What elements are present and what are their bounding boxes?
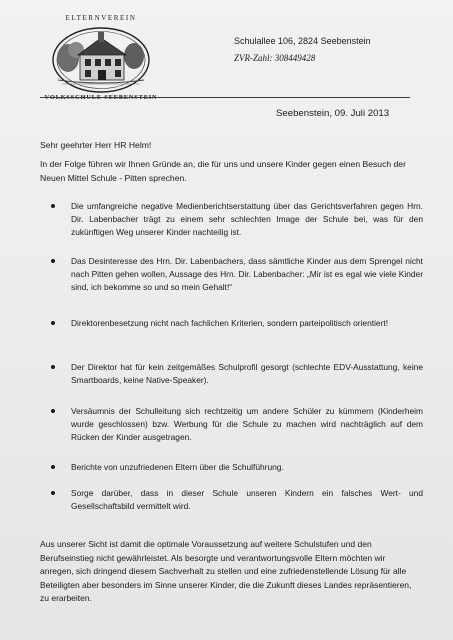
list-item (51, 255, 423, 295)
list-item (51, 317, 423, 330)
header-divider (40, 97, 410, 98)
bullet-icon (51, 321, 55, 325)
salutation: Sehr geehrter Herr HR Helm! (40, 140, 152, 150)
bullet-icon (51, 491, 55, 495)
list-item (51, 361, 423, 387)
bullet-icon (51, 465, 55, 469)
list-item (51, 200, 423, 240)
association-logo (40, 14, 162, 106)
list-item-text: Berichte von unzufriedenen Eltern über die Schulführung. (71, 462, 284, 472)
logo-top-text: ELTERNVEREIN (65, 14, 137, 22)
list-item-text: Versäumnis der Schulleitung sich rechtzeitig um andere Schüler zu kümmern (Kinderheim wurde geschlossen) bzw. Werbung für die Schule zu machen wird nachträglich auf dem Rücken der Kinder ausgetragen. (71, 406, 423, 443)
letter-date: Seebenstein, 09. Juli 2013 (276, 108, 390, 119)
list-item-text: Direktorenbesetzung nicht nach fachlichen Kriterien, sondern parteipolitisch orientiert! (71, 318, 389, 328)
intro-paragraph: In der Folge führen wir Ihnen Gründe an, die für uns und unsere Kinder gegen einen Besuch der Neuen Mittel Schule - Pitten sprechen. (40, 159, 406, 183)
bullet-icon (51, 409, 55, 413)
bullet-icon (51, 259, 55, 263)
list-item-text: Das Desinteresse des Hrn. Dir. Labenbachers, dass sämtliche Kinder aus dem Sprengel nicht nach Pitten gehen wollen, Aussage des Hrn. Dir. Labenbacher: „Mir ist es egal wie viele Kinder sind, ich bekomme so und so mein Gehalt!“ (71, 256, 423, 293)
registration-number: ZVR-Zahl: 308449428 (234, 53, 316, 63)
sender-address: Schulallee 106, 2824 Seebenstein (234, 36, 371, 46)
list-item-text: Die umfangreiche negative Medienberichtserstattung über das Gerichtsverfahren gegen Hrn. Dir. Labenbacher trägt zu einem sehr schlechten Image der Schule bei, was für den zukünftigen Weg unserer Kinder nachteilig ist. (71, 201, 423, 238)
school-building-illustration (40, 14, 162, 106)
closing-paragraph: Aus unserer Sicht ist damit die optimale Voraussetzung auf weitere Schulstufen und den Berufseinstieg nicht gewährleistet. Als besorgte und verantwortungsvolle Eltern möchten wir anregen, sich dringend diesem Sachverhalt zu stellen und eine zufriedenstellende Lösung für alle Beteiligten aber besonders im Sinne unserer Kinder, die die Zukunft dieses Landes repräsentieren, zu erarbeiten. (40, 539, 412, 604)
list-item-text: Sorge darüber, dass in dieser Schule unseren Kindern ein falsches Wert- und Gesellschaftsbild vermittelt wird. (71, 488, 423, 512)
list-item (51, 487, 423, 513)
list-item (51, 461, 423, 474)
bullet-icon (51, 365, 55, 369)
list-item (51, 405, 423, 445)
list-item-text: Der Direktor hat für kein zeitgemäßes Schulprofil gesorgt (schlechte EDV-Ausstattung, keine Smartboards, keine Native-Speaker). (71, 362, 423, 386)
bullet-icon (51, 204, 55, 208)
